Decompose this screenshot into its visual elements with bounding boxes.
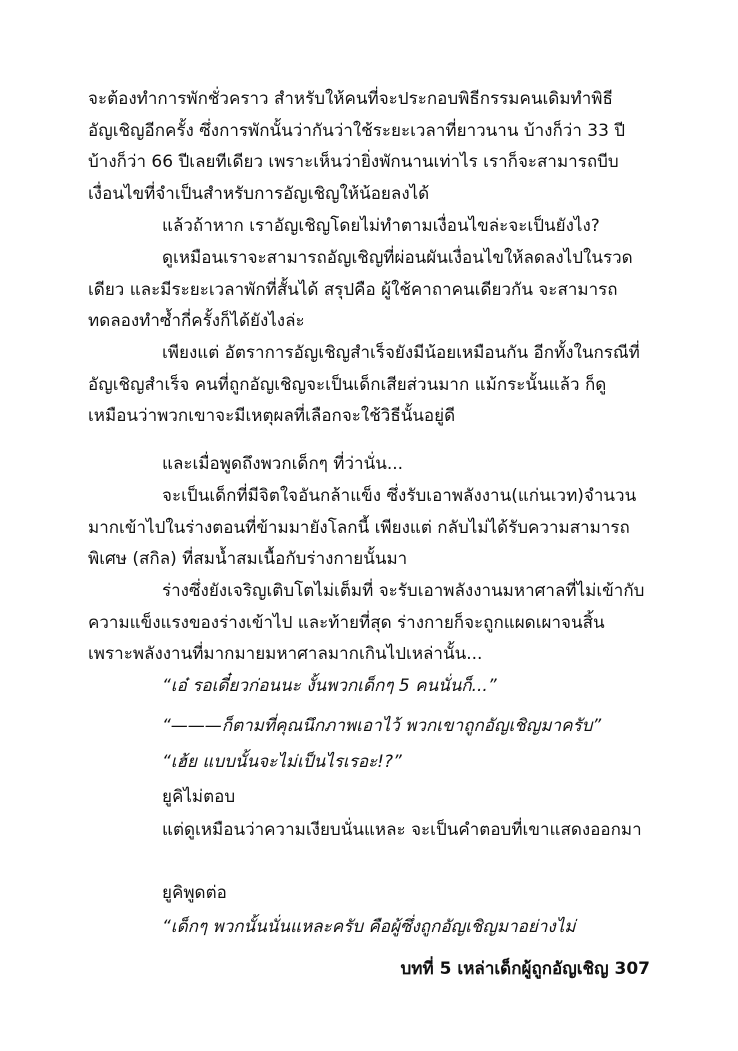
paragraph: และเมื่อพูดถึงพวกเด็กๆ ที่ว่านั่น... [162, 454, 404, 474]
dialogue-line: “———ก็ตามที่คุณนึกภาพเอาไว้ พวกเขาถูกอัญเชิญมาครับ” [162, 716, 602, 736]
dialogue-line: “เด็กๆ พวกนั้นนั่นแหละครับ คือผู้ซึ่งถูกอัญเชิญมาอย่างไม่ [162, 917, 576, 937]
paragraph: ยูคิไม่ตอบ [162, 787, 236, 807]
paragraph: จะเป็นเด็กที่มีจิตใจอันกล้าแข็ง ซึ่งรับเอาพลังงาน(แก่นเวท)จำนวนมากเข้าไปในร่างตอนที่ข้ามมายังโลกนี้ เพียงแต่ กลับไม่ได้รับความสามารถพิเศษ (สกิล) ที่สมน้ำสมเนื้อกับร่างกายนั้นมา [88, 486, 637, 570]
paragraph: เพียงแต่ อัตราการอัญเชิญสำเร็จยังมีน้อยเหมือนกัน อีกทั้งในกรณีที่อัญเชิญสำเร็จ คนที่ถูกอัญเชิญจะเป็นเด็กเสียส่วนมาก แม้กระนั้นแล้ว ก็ดูเหมือนว่าพวกเขาจะมีเหตุผลที่เลือกจะใช้วิธีนั้นอยู่ดี [88, 343, 640, 427]
paragraph: ดูเหมือนเราจะสามารถอัญเชิญที่ผ่อนผันเงื่อนไขให้ลดลงไปในรวดเดียว และมีระยะเวลาพักที่สั้นได้ สรุปคือ ผู้ใช้คาถาคนเดียวกัน จะสามารถทดลองทำซ้ำกี่ครั้งก็ได้ยังไงล่ะ [88, 248, 633, 332]
paragraph: จะต้องทำการพักชั่วคราว สำหรับให้คนที่จะประกอบพิธีกรรมคนเดิมทำพิธีอัญเชิญอีกครั้ง ซึ่งการพักนั้นว่ากันว่าใช้ระยะเวลาที่ยาวนาน บ้างก็ว่า 33 ปี บ้างก็ว่า 66 ปีเลยทีเดียว เพราะเห็นว่ายิ่งพักนานเท่าไร เราก็จะสามารถบีบเงื่อนไขที่จำเป็นสำหรับการอัญเชิญให้น้อยลงได้ [88, 89, 626, 204]
paragraph: ร่างซึ่งยังเจริญเติบโตไม่เต็มที่ จะรับเอาพลังงานมหาศาลที่ไม่เข้ากับความแข็งแรงของร่างเข้าไป และท้ายที่สุด ร่างกายก็จะถูกแผดเผาจนสิ้น เพราะพลังงานที่มากมายมหาศาลมากเกินไปเหล่านั้น... [88, 581, 645, 665]
paragraph: ยูคิพูดต่อ [162, 883, 227, 903]
paragraph: แล้วถ้าหาก เราอัญเชิญโดยไม่ทำตามเงื่อนไขล่ะจะเป็นยังไง? [162, 216, 600, 236]
page-footer: บทที่ 5 เหล่าเด็กผู้ถูกอัญเชิญ 307 [400, 959, 650, 979]
paragraph: แต่ดูเหมือนว่าความเงียบนั่นแหละ จะเป็นคำตอบที่เขาแสดงออกมา [162, 820, 642, 840]
dialogue-line: “เอ๋ รอเดี๋ยวก่อนนะ งั้นพวกเด็กๆ 5 คนนั่นก็...” [162, 676, 497, 696]
dialogue-line: “เฮ้ย แบบนั้นจะไม่เป็นไรเรอะ!?” [162, 752, 402, 772]
